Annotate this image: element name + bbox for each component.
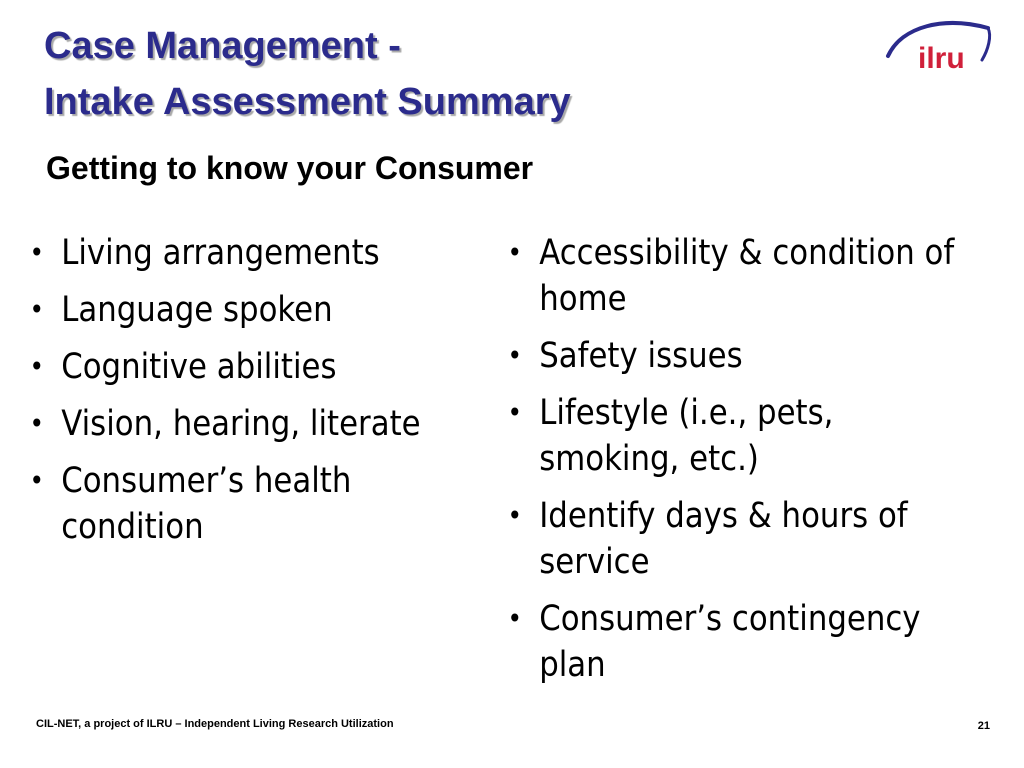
list-item: • Lifestyle (i.e., pets, smoking, etc.) bbox=[504, 390, 909, 482]
list-item: • Consumer’s contingency plan bbox=[504, 596, 979, 688]
list-item: • Language spoken bbox=[26, 287, 484, 333]
footer-credit: CIL-NET, a project of ILRU – Independent Living Research Utilization bbox=[36, 718, 394, 730]
slide-title-line-2: Intake Assessment Summary bbox=[44, 81, 571, 123]
right-bullet-list bbox=[504, 230, 979, 699]
list-item: • Accessibility & condition of home bbox=[504, 230, 979, 322]
logo-text: ilru bbox=[918, 42, 965, 75]
logo-arc-tail bbox=[982, 28, 990, 60]
list-item: • Cognitive abilities bbox=[26, 344, 484, 390]
list-item: • Safety issues bbox=[504, 333, 979, 379]
left-bullet-list bbox=[26, 230, 484, 561]
list-item: • Identify days & hours of service bbox=[504, 493, 979, 585]
list-item: • Consumer’s health condition bbox=[26, 458, 396, 550]
slide-subtitle: Getting to know your Consumer bbox=[46, 150, 534, 186]
slide-title bbox=[44, 18, 571, 130]
slide-title-line-1: Case Management - bbox=[44, 25, 401, 67]
ilru-logo bbox=[884, 16, 994, 78]
page-number: 21 bbox=[977, 720, 990, 732]
list-item: • Vision, hearing, literate bbox=[26, 401, 484, 447]
list-item: • Living arrangements bbox=[26, 230, 484, 276]
